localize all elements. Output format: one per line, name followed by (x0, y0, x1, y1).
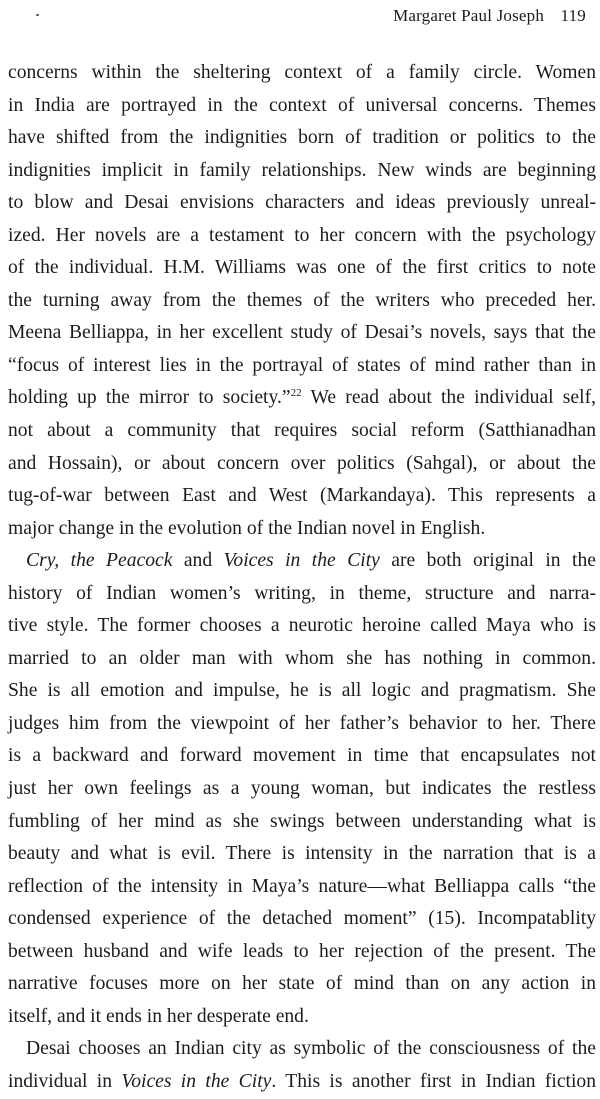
text-line: in India are portrayed in the context of universal concerns. Themes (8, 94, 596, 116)
book-title: Cry, the Peacock (26, 550, 173, 572)
text-run: holding up the mirror to society.” (8, 387, 291, 409)
text-run: are both original in the (379, 550, 596, 572)
text-line: Meena Belliappa, in her excellent study of Desai’s novels, says that the (8, 322, 596, 344)
text-line: not about a community that requires social reform (Satthianadhan (8, 420, 596, 442)
running-header-author: Margaret Paul Joseph (393, 6, 545, 25)
scan-speck (36, 14, 39, 16)
text-line: condensed experience of the detached moment” (15). Incompatablity (8, 908, 596, 930)
book-title: Voices in the City (223, 550, 380, 572)
page-number: 119 (560, 6, 586, 25)
text-run: We read about the individual self, (301, 387, 596, 409)
text-line: concerns within the sheltering context of a family circle. Women (8, 62, 596, 83)
text-run: individual in (8, 1070, 122, 1092)
text-line: She is all emotion and impulse, he is all logic and pragmatism. She (8, 680, 596, 702)
text-line: narrative focuses more on her state of mind than on any action in (8, 973, 596, 995)
body-text (8, 57, 596, 1099)
text-line: indignities implicit in family relationships. New winds are beginning (8, 159, 596, 181)
text-line (8, 350, 596, 383)
text-line: tug-of-war between East and West (Markandaya). This represents a (8, 485, 596, 507)
text-line: have shifted from the indignities born of tradition or politics to the (8, 127, 596, 149)
text-line: Desai chooses an Indian city as symbolic of the consciousness of the (26, 1038, 596, 1060)
text-line: to blow and Desai envisions characters and ideas previously unreal- (8, 192, 596, 214)
text-line (8, 382, 596, 415)
running-header (393, 6, 586, 26)
text-line: judges him from the viewpoint of her father’s behavior to her. There (8, 712, 596, 734)
text-line: of the individual. H.M. Williams was one of the first critics to note (8, 257, 596, 279)
text-run: . This is another first in Indian fiction (271, 1070, 596, 1092)
text-line: between husband and wife leads to her rejection of the present. The (8, 940, 596, 962)
text-line: tive style. The former chooses a neurotic heroine called Maya who is (8, 615, 596, 637)
text-line: and Hossain), or about concern over politics (Sahgal), or about the (8, 452, 596, 474)
text-line: history of Indian women’s writing, in theme, structure and narra- (8, 582, 596, 604)
footnote-ref: 22 (290, 387, 302, 400)
text-line: fumbling of her mind as she swings between understanding what is (8, 810, 596, 832)
text-run: and (172, 550, 224, 572)
text-line (8, 545, 596, 578)
text-line: just her own feelings as a young woman, but indicates the restless (8, 778, 596, 800)
book-title: Voices in the City (121, 1070, 272, 1092)
text-run: “focus of interest lies in the portrayal of states of mind rather than in (8, 354, 596, 376)
text-line: married to an older man with whom she has nothing in common. (8, 647, 596, 669)
text-line: is a backward and forward movement in time that encapsulates not (8, 745, 596, 767)
text-line: itself, and it ends in her desperate end. (8, 1005, 309, 1027)
text-line: beauty and what is evil. There is intensity in the narration that is a (8, 843, 596, 865)
text-line: ized. Her novels are a testament to her concern with the psychology (8, 224, 596, 246)
text-line: reflection of the intensity in Maya’s nature—what Belliappa calls “the (8, 875, 596, 897)
text-line: major change in the evolution of the Indian novel in English. (8, 517, 486, 539)
text-line (8, 1066, 596, 1099)
text-line: the turning away from the themes of the writers who preceded her. (8, 289, 596, 311)
